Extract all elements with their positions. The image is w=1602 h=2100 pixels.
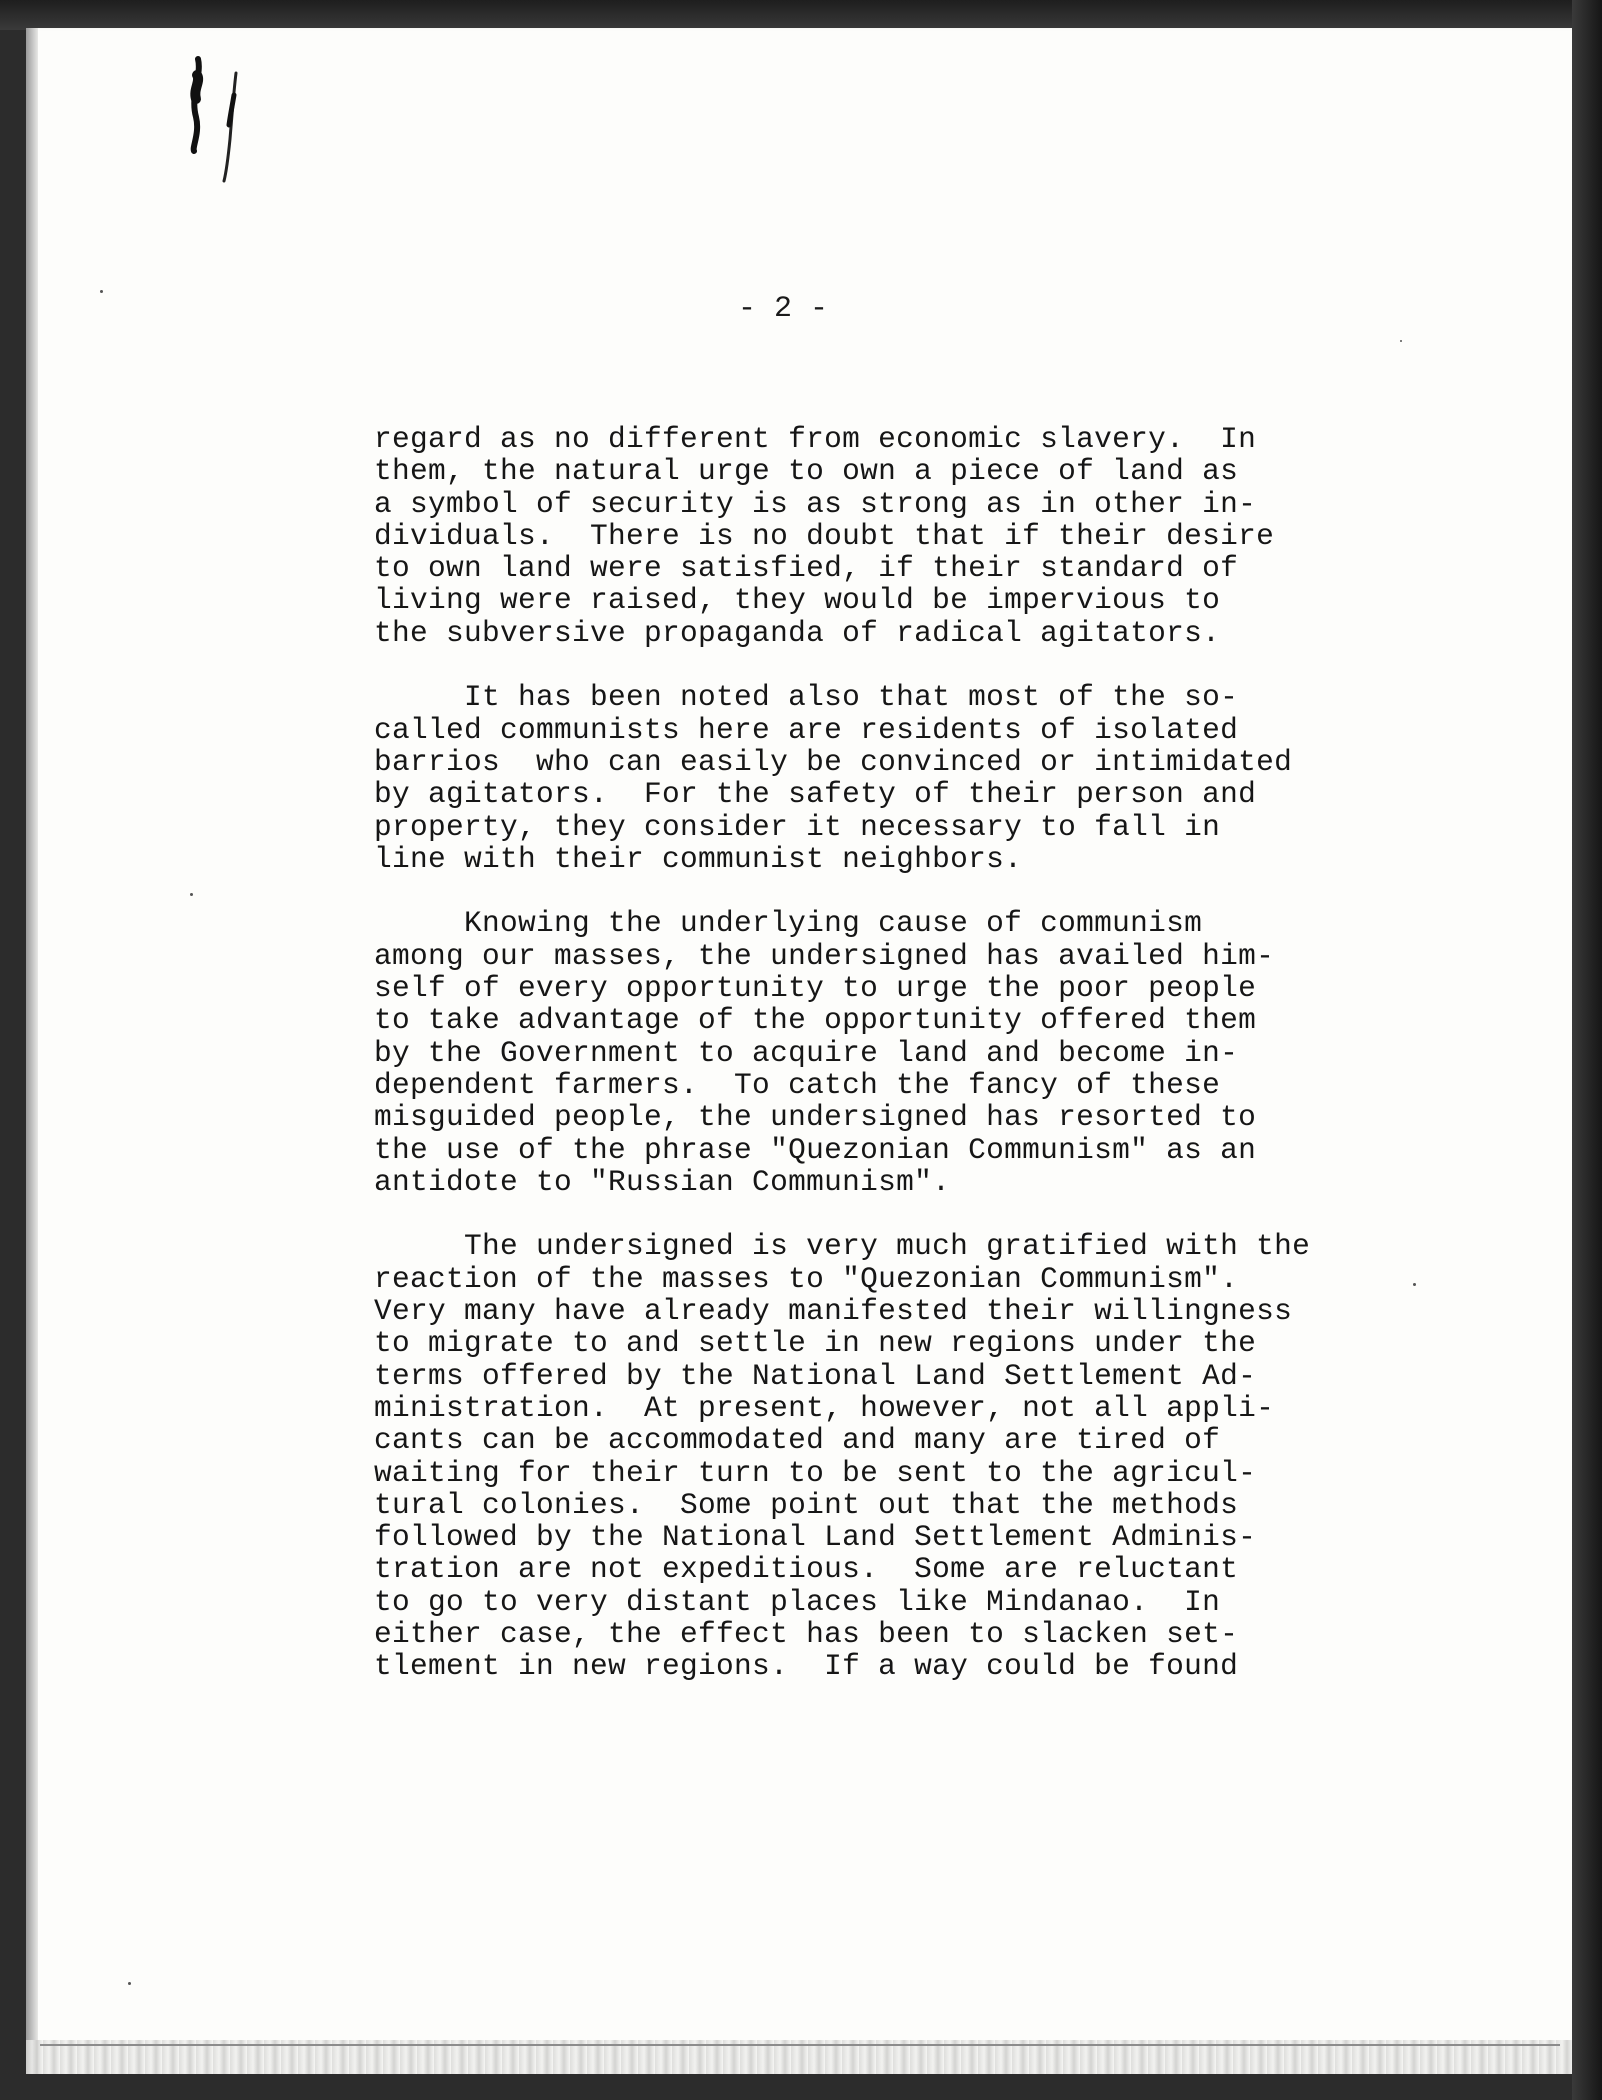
text-line: the subversive propaganda of radical agitators. [374,615,1221,650]
scan-speck [190,893,193,896]
text-line: to take advantage of the opportunity offered them [374,1003,1257,1038]
text-line: them, the natural urge to own a piece of land as [374,454,1239,489]
text-line: barrios who can easily be convinced or intimidated [374,744,1293,779]
text-line: either case, the effect has been to slacken set- [374,1616,1239,1651]
text-line: tural colonies. Some point out that the methods [374,1487,1239,1522]
text-line: Very many have already manifested their willingness [374,1294,1293,1329]
text-line: to go to very distant places like Mindanao. In [374,1584,1221,1619]
text-line: among our masses, the undersigned has availed him- [374,938,1275,973]
text-line: the use of the phrase "Quezonian Communism" as an [374,1132,1257,1167]
text-line: ministration. At present, however, not all appli- [374,1390,1275,1425]
text-line: Knowing the underlying cause of communism [374,906,1203,941]
text-line: It has been noted also that most of the so- [374,680,1239,715]
text-line: self of every opportunity to urge the poor people [374,971,1257,1006]
text-line: by the Government to acquire land and become in- [374,1035,1239,1070]
text-line: reaction of the masses to "Quezonian Communism". [374,1261,1239,1296]
paragraph-1 [374,423,1374,649]
letter-body [374,423,1374,1683]
text-line: to own land were satisfied, if their standard of [374,551,1239,586]
paragraph-2 [374,681,1374,875]
page-number-text: - 2 - [737,292,828,326]
text-line: called communists here are residents of isolated [374,712,1239,747]
page-left-edge [26,28,38,2074]
text-line: followed by the National Land Settlement Adminis- [374,1520,1257,1555]
text-line: misguided people, the undersigned has resorted to [374,1100,1257,1135]
text-line: tlement in new regions. If a way could be found [374,1649,1239,1684]
text-line: tration are not expeditious. Some are reluctant [374,1552,1239,1587]
paragraph-4 [374,1230,1374,1682]
page-number [0,292,1602,326]
scan-speck [1400,340,1402,342]
text-line: to migrate to and settle in new regions under the [374,1326,1257,1361]
page-bottom-edge-line [40,2044,1560,2046]
text-line: line with their communist neighbors. [374,841,1023,876]
text-line: by agitators. For the safety of their person and [374,777,1257,812]
paragraph-3 [374,907,1374,1198]
text-line: regard as no different from economic slavery. In [374,422,1257,456]
text-line: dividuals. There is no doubt that if their desire [374,518,1275,553]
text-line: terms offered by the National Land Settlement Ad- [374,1358,1257,1393]
text-line: property, they consider it necessary to fall in [374,809,1221,844]
text-line: cants can be accommodated and many are tired of [374,1423,1221,1458]
handwritten-mark [170,55,250,185]
scan-speck [128,1982,131,1985]
text-line: waiting for their turn to be sent to the agricul- [374,1455,1257,1490]
text-line: a symbol of security is as strong as in other in- [374,486,1257,521]
scanner-top-edge [0,0,1602,30]
text-line: dependent farmers. To catch the fancy of these [374,1067,1221,1102]
text-line: living were raised, they would be impervious to [374,583,1221,618]
text-line: antidote to "Russian Communism". [374,1164,951,1199]
scan-speck [1413,1283,1416,1286]
text-line: The undersigned is very much gratified with the [374,1229,1311,1264]
